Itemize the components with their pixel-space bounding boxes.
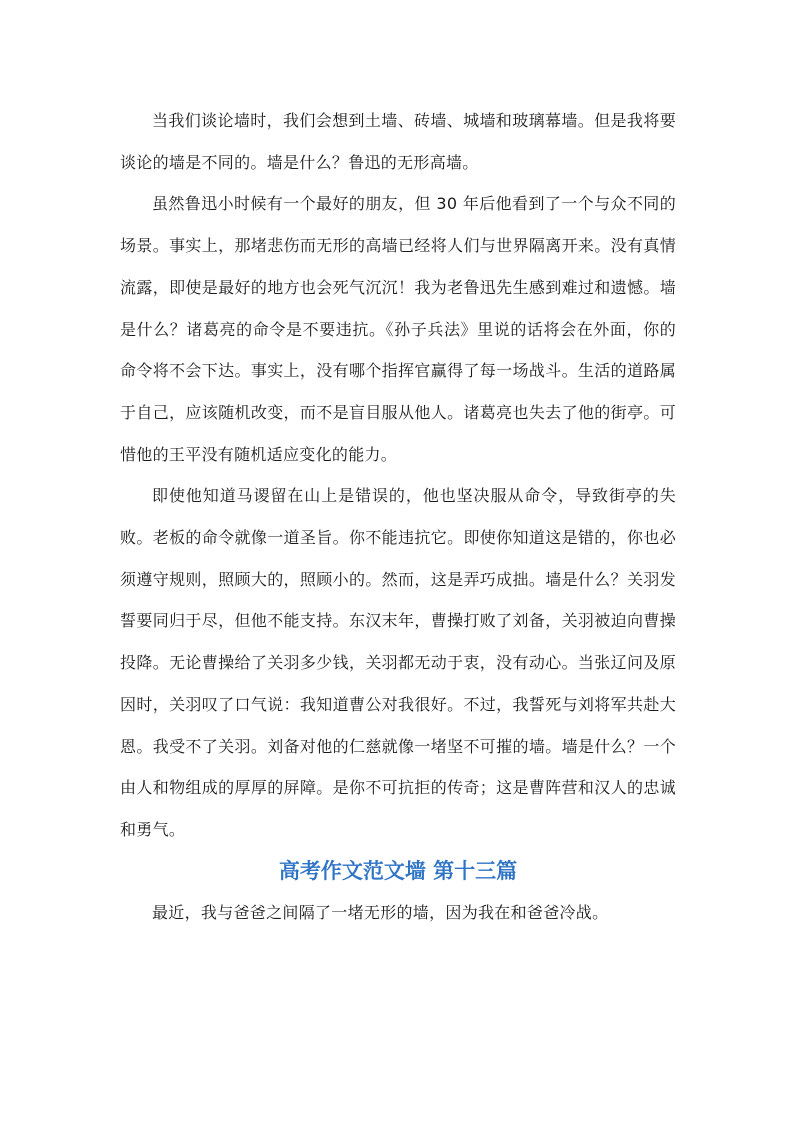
paragraph-2: 虽然鲁迅小时候有一个最好的朋友，但 30 年后他看到了一个与众不同的场景。事实上，那堵悲伤而无形的高墙已经将人们与世界隔离开来。没有真情流露，即使是最好的地方也会死气沉沉！我为老鲁迅先生感到难过和遗憾。墙是什么？诸葛亮的命令是不要违抗。《孙子兵法》里说的话将会在外面，你的命令将不会下达。事实上，没有哪个指挥官赢得了每一场战斗。生活的道路属于自己，应该随机改变，而不是盲目服从他人。诸葛亮也失去了他的街亭。可惜他的王平没有随机适应变化的能力。 — [120, 194, 676, 464]
paragraph-1: 当我们谈论墙时，我们会想到土墙、砖墙、城墙和玻璃幕墙。但是我将要谈论的墙是不同的。墙是什么？鲁迅的无形高墙。 — [120, 111, 676, 172]
paragraph-3: 即使他知道马谡留在山上是错误的，他也坚决服从命令，导致街亭的失败。老板的命令就像一道圣旨。你不能违抗它。即使你知道这是错的，你也必须遵守规则，照顾大的，照顾小的。然而，这是弄巧成拙。墙是什么？关羽发誓要同归于尽，但他不能支持。东汉末年，曹操打败了刘备，关羽被迫向曹操投降。无论曹操给了关羽多少钱，关羽都无动于衷，没有动心。当张辽问及原因时，关羽叹了口气说：我知道曹公对我很好。不过，我誓死与刘将军共赴大恩。我受不了关羽。刘备对他的仁慈就像一堵坚不可摧的墙。墙是什么？一个由人和物组成的厚厚的屏障。是你不可抗拒的传奇；这是曹阵营和汉人的忠诚和勇气。 — [120, 486, 676, 839]
document-body — [120, 100, 676, 934]
section-heading: 高考作文范文墙 第十三篇 — [278, 858, 518, 883]
paragraph-4: 最近，我与爸爸之间隔了一堵无形的墙，因为我在和爸爸冷战。 — [152, 903, 609, 923]
